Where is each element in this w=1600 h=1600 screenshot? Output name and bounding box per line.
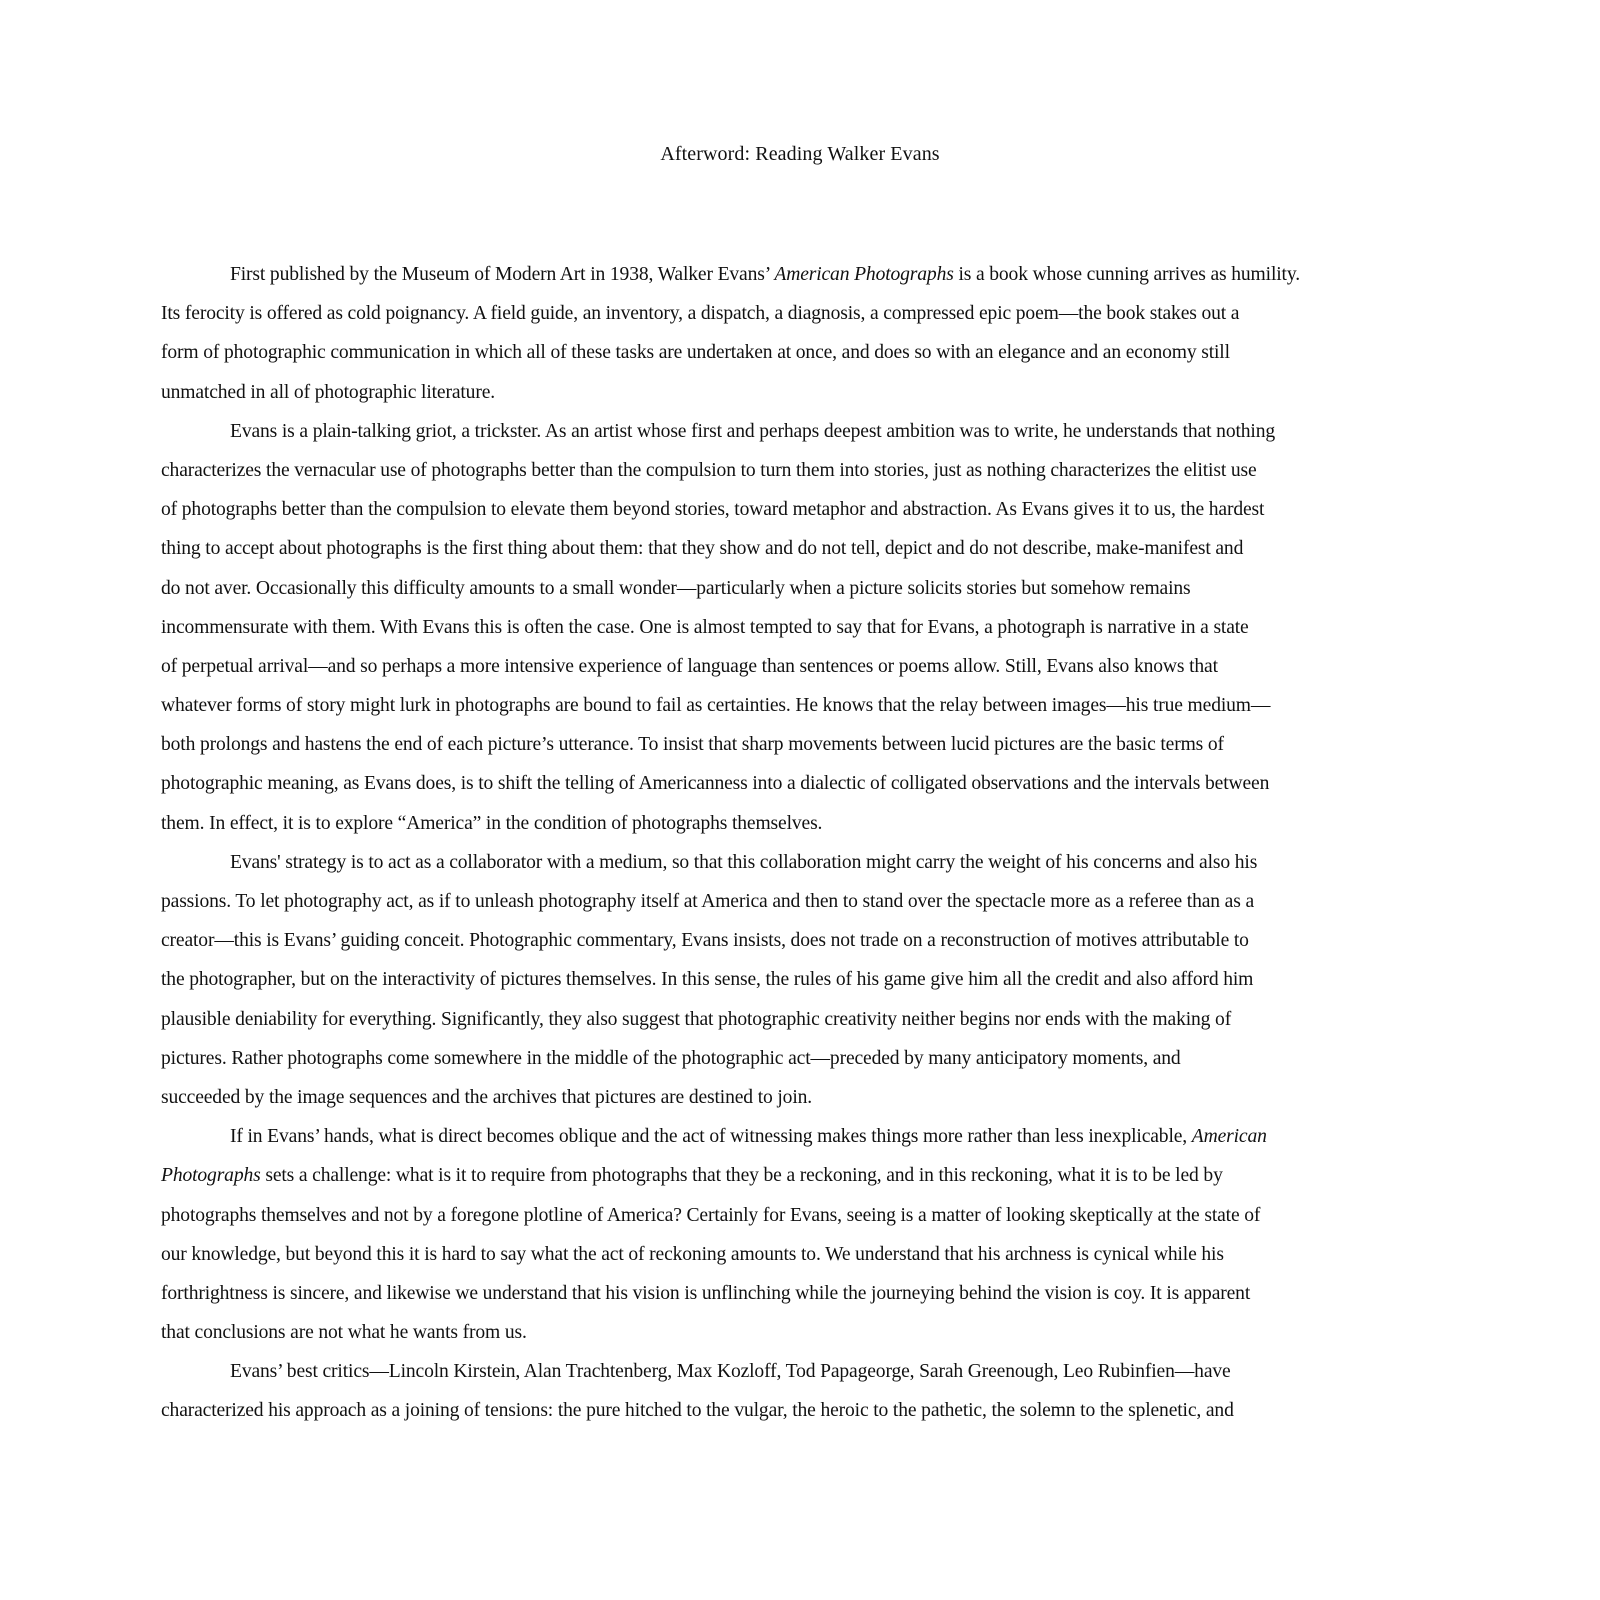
text-line	[161, 1156, 1501, 1195]
text-run: succeeded by the image sequences and the archives that pictures are destined to join.	[161, 1086, 813, 1108]
italic-title-text: American	[1191, 1126, 1267, 1148]
text-line	[161, 608, 1501, 647]
text-line	[161, 1000, 1501, 1039]
text-line	[161, 255, 1501, 294]
paragraph	[161, 255, 1501, 412]
text-line	[161, 373, 1501, 412]
text-run: our knowledge, but beyond this it is hard to say what the act of reckoning amounts to. We understand that his archness is cynical while his	[161, 1243, 1224, 1265]
text-line	[161, 843, 1501, 882]
body-text	[161, 255, 1501, 1431]
text-line	[161, 686, 1501, 725]
paragraph	[161, 412, 1501, 843]
text-line	[161, 725, 1501, 764]
text-line	[161, 490, 1501, 529]
text-line	[161, 1078, 1501, 1117]
text-line	[161, 569, 1501, 608]
paragraph	[161, 1117, 1501, 1352]
text-line	[161, 1117, 1501, 1156]
text-run: plausible deniability for everything. Significantly, they also suggest that photographic creativity neither begins nor ends with the making of	[161, 1008, 1232, 1030]
text-line	[161, 294, 1501, 333]
text-line	[161, 451, 1501, 490]
text-run: photographic meaning, as Evans does, is to shift the telling of Americanness into a dialectic of colligated observations and the intervals between	[161, 773, 1270, 795]
text-line	[161, 960, 1501, 999]
text-line	[161, 1352, 1501, 1391]
text-line	[161, 882, 1501, 921]
text-run: creator—this is Evans’ guiding conceit. Photographic commentary, Evans insists, does not trade on a reconstruction of motives attributable to	[161, 930, 1249, 952]
text-run: unmatched in all of photographic literature.	[161, 381, 495, 403]
paragraph	[161, 843, 1501, 1117]
page-title: Afterword: Reading Walker Evans	[660, 143, 940, 165]
text-run: that conclusions are not what he wants from us.	[161, 1322, 527, 1344]
text-run: forthrightness is sincere, and likewise we understand that his vision is unflinching while the journeying behind the vision is coy. It is apparent	[161, 1282, 1251, 1304]
text-run: form of photographic communication in which all of these tasks are undertaken at once, and does so with an elegance and an economy still	[161, 342, 1230, 364]
text-line	[161, 1313, 1501, 1352]
italic-title-text: Photographs	[161, 1165, 261, 1187]
text-run: do not aver. Occasionally this difficulty amounts to a small wonder—particularly when a picture solicits stories but somehow remains	[161, 577, 1191, 599]
text-line	[161, 412, 1501, 451]
text-run: incommensurate with them. With Evans this is often the case. One is almost tempted to say that for Evans, a photograph is narrative in a state	[161, 616, 1249, 638]
text-line	[161, 529, 1501, 568]
text-run: the photographer, but on the interactivity of pictures themselves. In this sense, the rules of his game give him all the credit and also afford him	[161, 969, 1254, 991]
text-run: is a book whose cunning arrives as humility.	[953, 264, 1300, 285]
text-run: whatever forms of story might lurk in photographs are bound to fail as certainties. He knows that the relay between images—his true medium—	[161, 695, 1271, 717]
text-run: characterized his approach as a joining of tensions: the pure hitched to the vulgar, the heroic to the pathetic, the solemn to the splenetic, and	[161, 1400, 1234, 1422]
text-line	[161, 1039, 1501, 1078]
text-run: pictures. Rather photographs come somewhere in the middle of the photographic act—preceded by many anticipatory moments, and	[161, 1047, 1181, 1069]
text-run: First published by the Museum of Modern Art in 1938, Walker Evans’	[230, 264, 775, 285]
text-line	[161, 804, 1501, 843]
text-run: both prolongs and hastens the end of each picture’s utterance. To insist that sharp movements between lucid pictures are the basic terms of	[161, 734, 1224, 756]
text-run: sets a challenge: what is it to require from photographs that they be a reckoning, and in this reckoning, what it is to be led by	[260, 1165, 1223, 1187]
text-run: If in Evans’ hands, what is direct becomes oblique and the act of witnessing makes things more rather than less inexplicable,	[230, 1126, 1192, 1148]
text-line	[161, 1235, 1501, 1274]
text-line	[161, 921, 1501, 960]
text-line	[161, 764, 1501, 803]
text-run: photographs themselves and not by a foregone plotline of America? Certainly for Evans, seeing is a matter of looking skeptically at the state of	[161, 1204, 1261, 1226]
text-run: Its ferocity is offered as cold poignancy. A field guide, an inventory, a dispatch, a diagnosis, a compressed epic poem—the book stakes out a	[161, 303, 1240, 325]
text-line	[161, 1196, 1501, 1235]
text-run: them. In effect, it is to explore “America” in the condition of photographs themselves.	[161, 812, 823, 834]
text-run: Evans’ best critics—Lincoln Kirstein, Alan Trachtenberg, Max Kozloff, Tod Papageorge, Sarah Greenough, Leo Rubinfien—have	[230, 1361, 1231, 1383]
text-run: thing to accept about photographs is the first thing about them: that they show and do not tell, depict and do not describe, make-manifest and	[161, 538, 1244, 560]
italic-title-text: American Photographs	[774, 264, 954, 285]
text-run: of photographs better than the compulsion to elevate them beyond stories, toward metaphor and abstraction. As Evans gives it to us, the hardest	[161, 499, 1265, 521]
text-run: of perpetual arrival—and so perhaps a more intensive experience of language than sentences or poems allow. Still, Evans also knows that	[161, 655, 1218, 677]
text-run: passions. To let photography act, as if to unleash photography itself at America and then to stand over the spectacle more as a referee than as a	[161, 891, 1254, 912]
text-line	[161, 1391, 1501, 1430]
paragraph	[161, 1352, 1501, 1430]
text-run: Evans is a plain-talking griot, a trickster. As an artist whose first and perhaps deepest ambition was to write, he understands that nothing	[230, 420, 1275, 442]
text-line	[161, 1274, 1501, 1313]
text-line	[161, 333, 1501, 372]
text-run: Evans' strategy is to act as a collaborator with a medium, so that this collaboration might carry the weight of his concerns and also his	[230, 851, 1258, 873]
text-run: characterizes the vernacular use of photographs better than the compulsion to turn them into stories, just as nothing characterizes the elitist use	[161, 459, 1257, 481]
text-line	[161, 647, 1501, 686]
